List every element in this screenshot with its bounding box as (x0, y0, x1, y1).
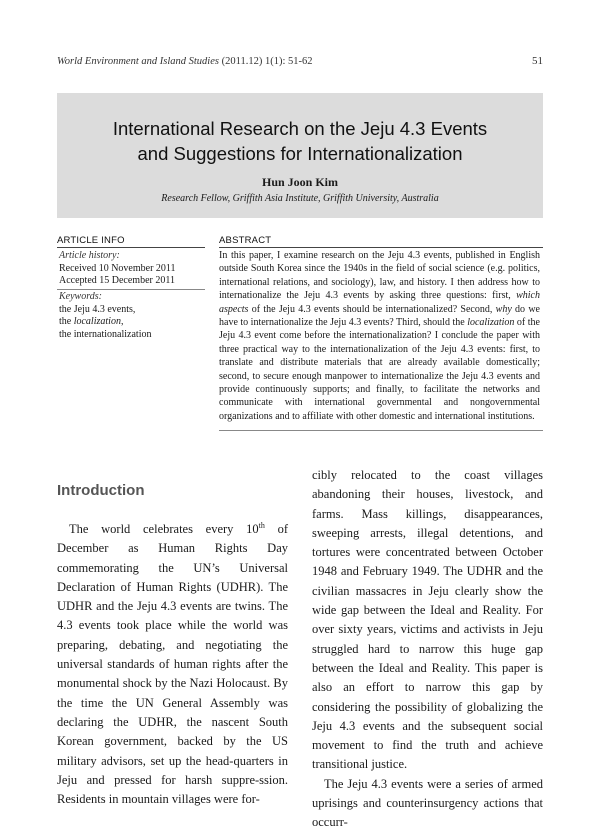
history-label: Article history: (59, 250, 120, 261)
paper-title (57, 116, 543, 166)
running-header (57, 56, 312, 67)
page-number: 51 (532, 55, 543, 67)
keywords-label: Keywords: (59, 291, 102, 302)
title-box (57, 93, 543, 218)
abstract-bottom-rule (219, 430, 543, 431)
article-info-divider (57, 289, 205, 290)
article-info-rule (57, 247, 205, 248)
keyword-2: the localization, (59, 316, 124, 327)
title-line-1: International Research on the Jeju 4.3 Events (112, 118, 488, 139)
abstract-heading: ABSTRACT (219, 235, 272, 246)
received-date: Received 10 November 2011 (59, 262, 176, 274)
article-info-heading: ARTICLE INFO (57, 235, 125, 246)
journal-name: World Environment and Island Studies (57, 56, 219, 67)
intro-column-2 (312, 466, 543, 833)
accepted-date: Accepted 15 December 2011 (59, 275, 175, 286)
abstract-body: In this paper, I examine research on the Jeju 4.3 events, published in English outside South Korea since the 1940s in the field of social science (e.g. politics, international relations, and sociology), law, and history. I then address how to internationalize the Jeju 4.3 events by asking three questions: first, which aspects of the Jeju 4.3 events should be internationalized? Second, why do we have to internationalize the Jeju 4.3 events? Third, should the localization of the Jeju 4.3 event come before the internationalization? I conclude the paper with three practical way to the internationalization of the Jeju 4.3 events: first, to translate and distribute materials that are already available domestically; second, to secure enough manpower to internationalize the Jeju 4.3 events and provide continuously supports; and finally, to facilitate the networks and communicate with international governmental and nongovernmental organizations and to affiliate with other domestic and international institutions. (219, 250, 540, 422)
article-info (59, 250, 205, 288)
author-name: Hun Joon Kim (261, 175, 339, 189)
keyword-1: the Jeju 4.3 events, (59, 303, 136, 315)
intro-paragraph-2: The Jeju 4.3 events were a series of armed uprisings and counterinsurgency actions that occurr- (312, 776, 543, 830)
keywords (59, 291, 205, 341)
intro-column-1: The world celebrates every 10th of December as Human Rights Day commemorating the UN’s Universal Declaration of Human Rights (UDHR). The UDHR and the Jeju 4.3 events are twins. The 4.3 events took place while the world was preparing, debating, and negotiating the universal standards of human rights after the monumental shock by the Nazi Holocaust. By the time the UN General Assembly was declaring the UDHR, the nascent South Korean government, backed by the US military advisors, set up the head-quarters in Jeju and pressed for harsh suppre-ssion. Residents in mountain villages were for- (57, 520, 288, 807)
abstract-rule (219, 247, 543, 248)
author-affiliation: Research Fellow, Griffith Asia Institute, Griffith University, Australia (161, 193, 439, 204)
intro-paragraph-continued: cibly relocated to the coast villages abandoning their houses, livestock, and farms. Mass killings, disappearances, sweeping arrests, illegal detentions, and tortures were concentrated between October 1948 and February 1949. The UDHR and the civilian massacres in Jeju clearly show the wide gap between the Ideal and Reality. For over sixty years, victims and activists in Jeju struggled hard to narrow this huge gap between the Ideal and Reality. This paper is also an effort to narrow this gap by considering the possibility of globalizing the Jeju 4.3 events and the subsequent social movement to find the truth and achieve transitional justice. (312, 468, 543, 772)
title-line-2: and Suggestions for Internationalization (137, 143, 463, 164)
section-heading-introduction: Introduction (57, 482, 145, 499)
journal-issue: (2011.12) 1(1): 51-62 (221, 56, 313, 67)
keyword-3: the internationalization (59, 328, 152, 340)
